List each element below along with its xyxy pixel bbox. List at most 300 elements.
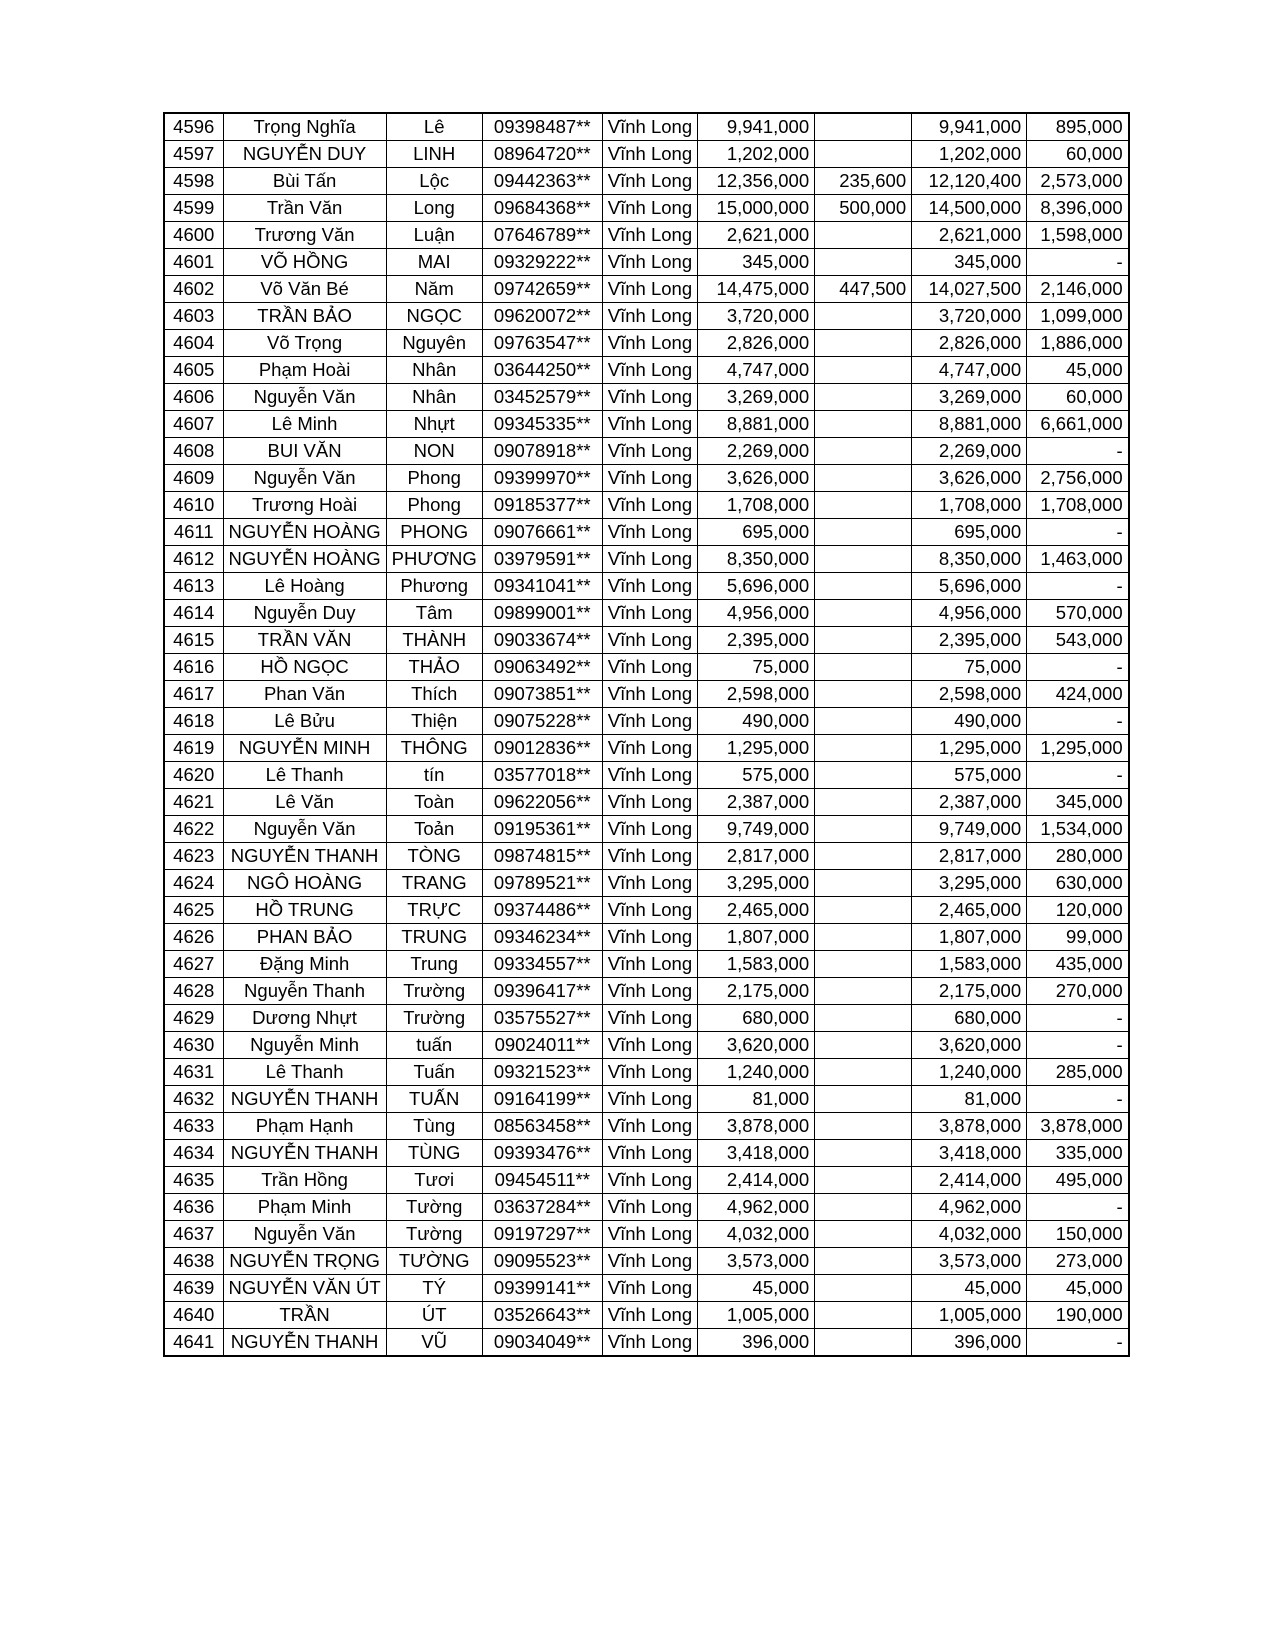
first-name-cell: Đặng Minh xyxy=(223,951,386,978)
amount-cell: 1,240,000 xyxy=(698,1059,815,1086)
first-name-cell: NGUYỄN THANH xyxy=(223,843,386,870)
net-amount-cell: 2,175,000 xyxy=(912,978,1027,1005)
balance-cell: 1,886,000 xyxy=(1027,330,1129,357)
phone-cell: 09396417** xyxy=(482,978,602,1005)
amount-cell: 3,626,000 xyxy=(698,465,815,492)
deduction-cell xyxy=(815,1140,912,1167)
amount-cell: 2,817,000 xyxy=(698,843,815,870)
balance-cell: 190,000 xyxy=(1027,1302,1129,1329)
balance-cell: 285,000 xyxy=(1027,1059,1129,1086)
last-name-cell: TUẤN xyxy=(386,1086,482,1113)
amount-cell: 3,878,000 xyxy=(698,1113,815,1140)
first-name-cell: Lê Thanh xyxy=(223,762,386,789)
deduction-cell xyxy=(815,1248,912,1275)
balance-cell: 1,708,000 xyxy=(1027,492,1129,519)
balance-cell: 630,000 xyxy=(1027,870,1129,897)
net-amount-cell: 2,826,000 xyxy=(912,330,1027,357)
balance-cell: - xyxy=(1027,1194,1129,1221)
deduction-cell xyxy=(815,1194,912,1221)
amount-cell: 695,000 xyxy=(698,519,815,546)
first-name-cell: Bùi Tấn xyxy=(223,168,386,195)
row-id-cell: 4639 xyxy=(164,1275,223,1302)
balance-cell: 1,295,000 xyxy=(1027,735,1129,762)
table-row xyxy=(164,627,1129,654)
balance-cell: 270,000 xyxy=(1027,978,1129,1005)
deduction-cell xyxy=(815,1302,912,1329)
row-id-cell: 4602 xyxy=(164,276,223,303)
province-cell: Vĩnh Long xyxy=(602,113,697,141)
row-id-cell: 4619 xyxy=(164,735,223,762)
last-name-cell: Tùng xyxy=(386,1113,482,1140)
last-name-cell: NON xyxy=(386,438,482,465)
deduction-cell xyxy=(815,438,912,465)
province-cell: Vĩnh Long xyxy=(602,330,697,357)
last-name-cell: Tâm xyxy=(386,600,482,627)
balance-cell: 2,146,000 xyxy=(1027,276,1129,303)
balance-cell: 435,000 xyxy=(1027,951,1129,978)
deduction-cell xyxy=(815,1005,912,1032)
first-name-cell: NGUYỄN THANH xyxy=(223,1329,386,1357)
first-name-cell: Lê Thanh xyxy=(223,1059,386,1086)
balance-cell: - xyxy=(1027,762,1129,789)
last-name-cell: Long xyxy=(386,195,482,222)
first-name-cell: Phạm Hoài xyxy=(223,357,386,384)
row-id-cell: 4640 xyxy=(164,1302,223,1329)
phone-cell: 09073851** xyxy=(482,681,602,708)
last-name-cell: TÒNG xyxy=(386,843,482,870)
phone-cell: 03577018** xyxy=(482,762,602,789)
province-cell: Vĩnh Long xyxy=(602,843,697,870)
net-amount-cell: 4,956,000 xyxy=(912,600,1027,627)
table-row xyxy=(164,951,1129,978)
row-id-cell: 4615 xyxy=(164,627,223,654)
table-row xyxy=(164,816,1129,843)
phone-cell: 09874815** xyxy=(482,843,602,870)
table-row xyxy=(164,870,1129,897)
province-cell: Vĩnh Long xyxy=(602,897,697,924)
province-cell: Vĩnh Long xyxy=(602,303,697,330)
first-name-cell: NGÔ HOÀNG xyxy=(223,870,386,897)
province-cell: Vĩnh Long xyxy=(602,249,697,276)
balance-cell: - xyxy=(1027,573,1129,600)
first-name-cell: Trần Văn xyxy=(223,195,386,222)
balance-cell: 1,099,000 xyxy=(1027,303,1129,330)
table-row xyxy=(164,735,1129,762)
last-name-cell: TRUNG xyxy=(386,924,482,951)
deduction-cell xyxy=(815,708,912,735)
deduction-cell xyxy=(815,519,912,546)
first-name-cell: Võ Trọng xyxy=(223,330,386,357)
balance-cell: 1,463,000 xyxy=(1027,546,1129,573)
deduction-cell xyxy=(815,1167,912,1194)
last-name-cell: Tường xyxy=(386,1194,482,1221)
amount-cell: 12,356,000 xyxy=(698,168,815,195)
row-id-cell: 4626 xyxy=(164,924,223,951)
first-name-cell: NGUYỄN DUY xyxy=(223,141,386,168)
province-cell: Vĩnh Long xyxy=(602,465,697,492)
deduction-cell xyxy=(815,357,912,384)
last-name-cell: TRANG xyxy=(386,870,482,897)
table-row xyxy=(164,168,1129,195)
balance-cell: 273,000 xyxy=(1027,1248,1129,1275)
balance-cell: - xyxy=(1027,654,1129,681)
table-row xyxy=(164,113,1129,141)
net-amount-cell: 345,000 xyxy=(912,249,1027,276)
first-name-cell: Trương Văn xyxy=(223,222,386,249)
amount-cell: 2,269,000 xyxy=(698,438,815,465)
province-cell: Vĩnh Long xyxy=(602,1302,697,1329)
balance-cell: 1,534,000 xyxy=(1027,816,1129,843)
last-name-cell: THÔNG xyxy=(386,735,482,762)
table-row xyxy=(164,195,1129,222)
balance-cell: - xyxy=(1027,1005,1129,1032)
amount-cell: 3,269,000 xyxy=(698,384,815,411)
deduction-cell xyxy=(815,627,912,654)
deduction-cell xyxy=(815,411,912,438)
last-name-cell: Trường xyxy=(386,978,482,1005)
row-id-cell: 4636 xyxy=(164,1194,223,1221)
phone-cell: 09334557** xyxy=(482,951,602,978)
net-amount-cell: 2,414,000 xyxy=(912,1167,1027,1194)
province-cell: Vĩnh Long xyxy=(602,600,697,627)
amount-cell: 1,202,000 xyxy=(698,141,815,168)
first-name-cell: TRẦN VĂN xyxy=(223,627,386,654)
province-cell: Vĩnh Long xyxy=(602,627,697,654)
row-id-cell: 4635 xyxy=(164,1167,223,1194)
first-name-cell: NGUYỄN TRỌNG xyxy=(223,1248,386,1275)
amount-cell: 9,749,000 xyxy=(698,816,815,843)
first-name-cell: Nguyễn Văn xyxy=(223,816,386,843)
row-id-cell: 4638 xyxy=(164,1248,223,1275)
table-row xyxy=(164,762,1129,789)
phone-cell: 09454511** xyxy=(482,1167,602,1194)
amount-cell: 3,573,000 xyxy=(698,1248,815,1275)
net-amount-cell: 490,000 xyxy=(912,708,1027,735)
table-row xyxy=(164,465,1129,492)
province-cell: Vĩnh Long xyxy=(602,1275,697,1302)
table-row xyxy=(164,249,1129,276)
deduction-cell: 500,000 xyxy=(815,195,912,222)
deduction-cell xyxy=(815,870,912,897)
province-cell: Vĩnh Long xyxy=(602,573,697,600)
province-cell: Vĩnh Long xyxy=(602,762,697,789)
balance-cell: 895,000 xyxy=(1027,113,1129,141)
balance-cell: - xyxy=(1027,519,1129,546)
phone-cell: 09899001** xyxy=(482,600,602,627)
province-cell: Vĩnh Long xyxy=(602,1329,697,1357)
amount-cell: 2,826,000 xyxy=(698,330,815,357)
phone-cell: 09620072** xyxy=(482,303,602,330)
province-cell: Vĩnh Long xyxy=(602,1059,697,1086)
first-name-cell: Nguyễn Văn xyxy=(223,384,386,411)
row-id-cell: 4598 xyxy=(164,168,223,195)
first-name-cell: VÕ HỒNG xyxy=(223,249,386,276)
first-name-cell: Trần Hồng xyxy=(223,1167,386,1194)
deduction-cell xyxy=(815,249,912,276)
first-name-cell: Lê Hoàng xyxy=(223,573,386,600)
net-amount-cell: 3,720,000 xyxy=(912,303,1027,330)
amount-cell: 15,000,000 xyxy=(698,195,815,222)
province-cell: Vĩnh Long xyxy=(602,681,697,708)
row-id-cell: 4613 xyxy=(164,573,223,600)
table-row xyxy=(164,1059,1129,1086)
deduction-cell xyxy=(815,897,912,924)
balance-cell: 1,598,000 xyxy=(1027,222,1129,249)
table-row xyxy=(164,411,1129,438)
row-id-cell: 4610 xyxy=(164,492,223,519)
deduction-cell xyxy=(815,681,912,708)
balance-cell: - xyxy=(1027,249,1129,276)
phone-cell: 09012836** xyxy=(482,735,602,762)
row-id-cell: 4601 xyxy=(164,249,223,276)
amount-cell: 575,000 xyxy=(698,762,815,789)
last-name-cell: TÝ xyxy=(386,1275,482,1302)
net-amount-cell: 4,032,000 xyxy=(912,1221,1027,1248)
balance-cell: 150,000 xyxy=(1027,1221,1129,1248)
province-cell: Vĩnh Long xyxy=(602,492,697,519)
row-id-cell: 4607 xyxy=(164,411,223,438)
row-id-cell: 4603 xyxy=(164,303,223,330)
first-name-cell: BUI VĂN xyxy=(223,438,386,465)
first-name-cell: NGUYỄN HOÀNG xyxy=(223,546,386,573)
province-cell: Vĩnh Long xyxy=(602,1248,697,1275)
table-body xyxy=(164,113,1129,1356)
phone-cell: 08563458** xyxy=(482,1113,602,1140)
row-id-cell: 4630 xyxy=(164,1032,223,1059)
amount-cell: 2,387,000 xyxy=(698,789,815,816)
row-id-cell: 4617 xyxy=(164,681,223,708)
net-amount-cell: 3,620,000 xyxy=(912,1032,1027,1059)
balance-cell: 335,000 xyxy=(1027,1140,1129,1167)
row-id-cell: 4600 xyxy=(164,222,223,249)
amount-cell: 1,807,000 xyxy=(698,924,815,951)
row-id-cell: 4637 xyxy=(164,1221,223,1248)
amount-cell: 1,295,000 xyxy=(698,735,815,762)
first-name-cell: Lê Văn xyxy=(223,789,386,816)
row-id-cell: 4618 xyxy=(164,708,223,735)
table-row xyxy=(164,438,1129,465)
deduction-cell xyxy=(815,1086,912,1113)
last-name-cell: Lộc xyxy=(386,168,482,195)
phone-cell: 07646789** xyxy=(482,222,602,249)
deduction-cell xyxy=(815,384,912,411)
phone-cell: 08964720** xyxy=(482,141,602,168)
last-name-cell: Toàn xyxy=(386,789,482,816)
table-row xyxy=(164,141,1129,168)
first-name-cell: Võ Văn Bé xyxy=(223,276,386,303)
table-row xyxy=(164,681,1129,708)
net-amount-cell: 8,350,000 xyxy=(912,546,1027,573)
row-id-cell: 4629 xyxy=(164,1005,223,1032)
balance-cell: 99,000 xyxy=(1027,924,1129,951)
deduction-cell xyxy=(815,1221,912,1248)
phone-cell: 09078918** xyxy=(482,438,602,465)
net-amount-cell: 396,000 xyxy=(912,1329,1027,1357)
amount-cell: 8,881,000 xyxy=(698,411,815,438)
table-row xyxy=(164,1086,1129,1113)
first-name-cell: Nguyễn Minh xyxy=(223,1032,386,1059)
last-name-cell: Năm xyxy=(386,276,482,303)
balance-cell: 60,000 xyxy=(1027,141,1129,168)
first-name-cell: Nguyễn Văn xyxy=(223,1221,386,1248)
balance-cell: 570,000 xyxy=(1027,600,1129,627)
deduction-cell xyxy=(815,330,912,357)
amount-cell: 9,941,000 xyxy=(698,113,815,141)
phone-cell: 09341041** xyxy=(482,573,602,600)
phone-cell: 09095523** xyxy=(482,1248,602,1275)
table-row xyxy=(164,1248,1129,1275)
table-row xyxy=(164,276,1129,303)
balance-cell: - xyxy=(1027,1329,1129,1357)
balance-cell: 120,000 xyxy=(1027,897,1129,924)
amount-cell: 4,962,000 xyxy=(698,1194,815,1221)
first-name-cell: Lê Bửu xyxy=(223,708,386,735)
last-name-cell: Phương xyxy=(386,573,482,600)
row-id-cell: 4623 xyxy=(164,843,223,870)
amount-cell: 2,465,000 xyxy=(698,897,815,924)
table-row xyxy=(164,897,1129,924)
last-name-cell: THẢO xyxy=(386,654,482,681)
row-id-cell: 4641 xyxy=(164,1329,223,1357)
last-name-cell: Trường xyxy=(386,1005,482,1032)
phone-cell: 09321523** xyxy=(482,1059,602,1086)
first-name-cell: Nguyễn Văn xyxy=(223,465,386,492)
row-id-cell: 4608 xyxy=(164,438,223,465)
row-id-cell: 4628 xyxy=(164,978,223,1005)
row-id-cell: 4611 xyxy=(164,519,223,546)
phone-cell: 09185377** xyxy=(482,492,602,519)
last-name-cell: TÙNG xyxy=(386,1140,482,1167)
balance-cell: 6,661,000 xyxy=(1027,411,1129,438)
last-name-cell: Nhân xyxy=(386,357,482,384)
row-id-cell: 4597 xyxy=(164,141,223,168)
province-cell: Vĩnh Long xyxy=(602,1005,697,1032)
net-amount-cell: 1,807,000 xyxy=(912,924,1027,951)
first-name-cell: NGUYỄN THANH xyxy=(223,1140,386,1167)
deduction-cell xyxy=(815,816,912,843)
amount-cell: 3,295,000 xyxy=(698,870,815,897)
table-row xyxy=(164,1113,1129,1140)
amount-cell: 3,620,000 xyxy=(698,1032,815,1059)
last-name-cell: Lê xyxy=(386,113,482,141)
row-id-cell: 4633 xyxy=(164,1113,223,1140)
deduction-cell xyxy=(815,951,912,978)
phone-cell: 09034049** xyxy=(482,1329,602,1357)
row-id-cell: 4604 xyxy=(164,330,223,357)
table-row xyxy=(164,303,1129,330)
row-id-cell: 4621 xyxy=(164,789,223,816)
phone-cell: 09197297** xyxy=(482,1221,602,1248)
net-amount-cell: 2,817,000 xyxy=(912,843,1027,870)
phone-cell: 09024011** xyxy=(482,1032,602,1059)
row-id-cell: 4631 xyxy=(164,1059,223,1086)
phone-cell: 03644250** xyxy=(482,357,602,384)
deduction-cell xyxy=(815,789,912,816)
phone-cell: 09345335** xyxy=(482,411,602,438)
last-name-cell: tuấn xyxy=(386,1032,482,1059)
table-row xyxy=(164,1302,1129,1329)
net-amount-cell: 81,000 xyxy=(912,1086,1027,1113)
province-cell: Vĩnh Long xyxy=(602,546,697,573)
table-row xyxy=(164,1140,1129,1167)
balance-cell: 60,000 xyxy=(1027,384,1129,411)
last-name-cell: Thích xyxy=(386,681,482,708)
first-name-cell: Phạm Hạnh xyxy=(223,1113,386,1140)
amount-cell: 4,747,000 xyxy=(698,357,815,384)
deduction-cell xyxy=(815,978,912,1005)
province-cell: Vĩnh Long xyxy=(602,1167,697,1194)
balance-cell: 8,396,000 xyxy=(1027,195,1129,222)
net-amount-cell: 3,573,000 xyxy=(912,1248,1027,1275)
net-amount-cell: 2,598,000 xyxy=(912,681,1027,708)
deduction-cell xyxy=(815,546,912,573)
deduction-cell xyxy=(815,924,912,951)
balance-cell: 543,000 xyxy=(1027,627,1129,654)
phone-cell: 09684368** xyxy=(482,195,602,222)
amount-cell: 680,000 xyxy=(698,1005,815,1032)
last-name-cell: Thiện xyxy=(386,708,482,735)
balance-cell: 45,000 xyxy=(1027,1275,1129,1302)
table-row xyxy=(164,789,1129,816)
table-row xyxy=(164,1032,1129,1059)
phone-cell: 09346234** xyxy=(482,924,602,951)
phone-cell: 09195361** xyxy=(482,816,602,843)
table-row xyxy=(164,843,1129,870)
net-amount-cell: 1,240,000 xyxy=(912,1059,1027,1086)
net-amount-cell: 9,749,000 xyxy=(912,816,1027,843)
table-row xyxy=(164,1329,1129,1357)
row-id-cell: 4632 xyxy=(164,1086,223,1113)
deduction-cell xyxy=(815,1329,912,1357)
deduction-cell xyxy=(815,1032,912,1059)
province-cell: Vĩnh Long xyxy=(602,519,697,546)
province-cell: Vĩnh Long xyxy=(602,357,697,384)
amount-cell: 2,414,000 xyxy=(698,1167,815,1194)
province-cell: Vĩnh Long xyxy=(602,924,697,951)
last-name-cell: Nhựt xyxy=(386,411,482,438)
phone-cell: 03637284** xyxy=(482,1194,602,1221)
province-cell: Vĩnh Long xyxy=(602,411,697,438)
first-name-cell: Nguyễn Duy xyxy=(223,600,386,627)
first-name-cell: Phạm Minh xyxy=(223,1194,386,1221)
balance-cell: 2,573,000 xyxy=(1027,168,1129,195)
first-name-cell: NGUYỄN MINH xyxy=(223,735,386,762)
net-amount-cell: 14,500,000 xyxy=(912,195,1027,222)
phone-cell: 09075228** xyxy=(482,708,602,735)
row-id-cell: 4599 xyxy=(164,195,223,222)
province-cell: Vĩnh Long xyxy=(602,1113,697,1140)
net-amount-cell: 14,027,500 xyxy=(912,276,1027,303)
first-name-cell: HỒ NGỌC xyxy=(223,654,386,681)
amount-cell: 3,720,000 xyxy=(698,303,815,330)
province-cell: Vĩnh Long xyxy=(602,951,697,978)
last-name-cell: Tuấn xyxy=(386,1059,482,1086)
table-row xyxy=(164,546,1129,573)
deduction-cell xyxy=(815,1275,912,1302)
net-amount-cell: 8,881,000 xyxy=(912,411,1027,438)
first-name-cell: TRẦN xyxy=(223,1302,386,1329)
row-id-cell: 4614 xyxy=(164,600,223,627)
phone-cell: 09076661** xyxy=(482,519,602,546)
net-amount-cell: 1,295,000 xyxy=(912,735,1027,762)
amount-cell: 75,000 xyxy=(698,654,815,681)
table-row xyxy=(164,1275,1129,1302)
phone-cell: 09164199** xyxy=(482,1086,602,1113)
row-id-cell: 4625 xyxy=(164,897,223,924)
province-cell: Vĩnh Long xyxy=(602,1032,697,1059)
first-name-cell: NGUYỄN HOÀNG xyxy=(223,519,386,546)
deduction-cell: 235,600 xyxy=(815,168,912,195)
